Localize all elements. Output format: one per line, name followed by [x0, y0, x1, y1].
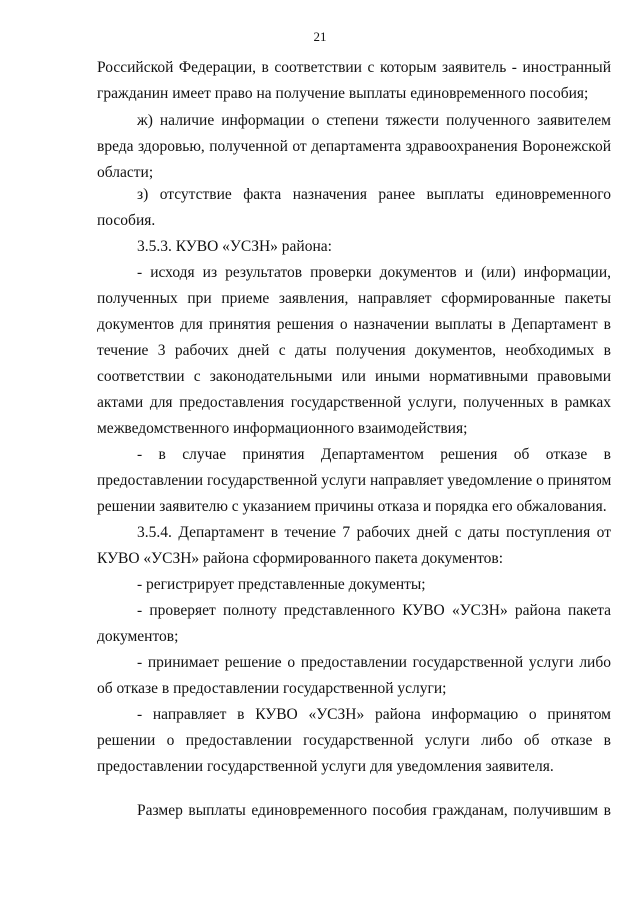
page-number: 21 [313, 29, 327, 44]
text-line: межведомственного информационного взаимодействия; [97, 420, 468, 437]
text-line: - исходя из результатов проверки документов и (или) информации, [137, 264, 611, 281]
text-line: предоставлении государственной услуги направляет уведомление о принятом [97, 472, 612, 489]
section-heading: 3.5.3. КУВО «УСЗН» района: [137, 238, 332, 255]
text-line: актами для предоставления государственной услуги, полученных в рамках [97, 394, 611, 411]
text-line: решении о предоставлении государственной услуги либо об отказе в [97, 732, 611, 749]
text-line: - принимает решение о предоставлении государственной услуги либо [137, 654, 611, 671]
text-line: решении заявителю с указанием причины отказа и порядка его обжалования. [97, 498, 607, 515]
text-line: течение 3 рабочих дней с даты получения документов, необходимых в [97, 342, 611, 359]
text-line: ж) наличие информации о степени тяжести полученного заявителем [137, 112, 611, 129]
text-line: предоставлении государственной услуги для уведомления заявителя. [97, 758, 554, 775]
text-line: - проверяет полноту представленного КУВО «УСЗН» района пакета [137, 602, 611, 619]
text-line: з) отсутствие факта назначения ранее выплаты единовременного [137, 186, 611, 203]
text-line: Российской Федерации, в соответствии с которым заявитель - иностранный [97, 59, 611, 76]
text-line: - в случае принятия Департаментом решения об отказе в [137, 446, 611, 463]
text-line: полученных при приеме заявления, направляет сформированные пакеты [97, 290, 611, 307]
text-line: соответствии с законодательными или иными нормативными правовыми [97, 368, 611, 385]
text-line: КУВО «УСЗН» района сформированного пакета документов: [97, 550, 504, 567]
section-heading: 3.5.4. Департамент в течение 7 рабочих дней с даты поступления от [137, 524, 611, 541]
text-line: гражданин имеет право на получение выплаты единовременного пособия; [97, 85, 589, 102]
text-line: вреда здоровью, полученной от департамента здравоохранения Воронежской [97, 138, 611, 155]
text-line: - направляет в КУВО «УСЗН» района информацию о принятом [137, 706, 611, 723]
text-line: области; [97, 164, 154, 181]
text-line: об отказе в предоставлении государственной услуги; [97, 680, 447, 697]
text-line: документов; [97, 628, 179, 645]
text-line: Размер выплаты единовременного пособия гражданам, получившим в [137, 802, 611, 819]
text-line: - регистрирует представленные документы; [137, 576, 426, 593]
text-line: документов для принятия решения о назначении выплаты в Департамент в [97, 316, 611, 333]
text-line: пособия. [97, 212, 156, 229]
